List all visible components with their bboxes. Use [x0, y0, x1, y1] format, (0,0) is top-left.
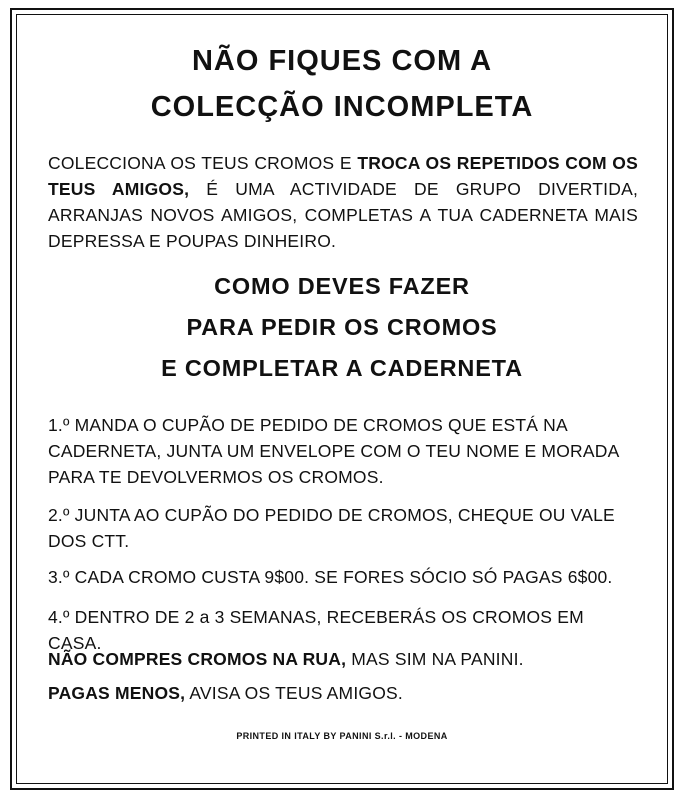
notice-street [48, 646, 648, 672]
notice-pay-less-rest: AVISA OS TEUS AMIGOS. [185, 683, 403, 703]
notice-street-bold: NÃO COMPRES CROMOS NA RUA, [48, 649, 347, 669]
list-item [48, 564, 640, 590]
step-number: 4.º [48, 607, 70, 627]
subtitle-line-2: PARA PEDIR OS CROMOS [186, 314, 498, 340]
notice-pay-less-bold: PAGAS MENOS, [48, 683, 186, 703]
list-item [48, 412, 640, 490]
steps-list [48, 412, 640, 669]
step-text: CADA CROMO CUSTA 9$00. SE FORES SÓCIO SÓ PAGAS 6$00. [74, 567, 613, 587]
printed-by-footer: PRINTED IN ITALY BY PANINI S.r.l. - MODENA [236, 731, 448, 741]
step-number: 2.º [48, 505, 70, 525]
subtitle-line-3: E COMPLETAR A CADERNETA [161, 355, 523, 381]
intro-text-3: É UMA ACTIVIDADE DE GRUPO DIVERTIDA, ARRANJAS NOVOS AMIGOS, COMPLETAS A TUA CADERNETA MAIS DEPRESSA E POUPAS DINHEIRO. [48, 179, 639, 251]
notice-pay-less [48, 680, 648, 706]
step-text: JUNTA AO CUPÃO DO PEDIDO DE CROMOS, CHEQUE OU VALE DOS CTT. [48, 505, 615, 551]
title-line-2: COLECÇÃO INCOMPLETA [150, 91, 534, 123]
step-number: 1.º [48, 415, 70, 435]
title-line-1: NÃO FIQUES COM A [191, 45, 493, 77]
intro-text-1: COLECCIONA OS TEUS CROMOS E [48, 153, 358, 173]
list-item [48, 502, 640, 554]
intro-paragraph [48, 150, 638, 254]
subtitle-line-1: COMO DEVES FAZER [214, 273, 470, 299]
step-number: 3.º [48, 567, 70, 587]
step-text: DENTRO DE 2 a 3 SEMANAS, RECEBERÁS OS CROMOS EM CASA. [48, 607, 584, 653]
step-text: MANDA O CUPÃO DE PEDIDO DE CROMOS QUE ESTÁ NA CADERNETA, JUNTA UM ENVELOPE COM O TEU NOME E MORADA PARA TE DEVOLVERMOS OS CROMOS. [48, 415, 619, 487]
notice-street-rest: MAS SIM NA PANINI. [346, 649, 524, 669]
page-title [20, 38, 664, 130]
intro-text-bold: TROCA OS REPETIDOS COM OS TEUS AMIGOS, [48, 153, 638, 199]
section-heading [20, 266, 664, 389]
